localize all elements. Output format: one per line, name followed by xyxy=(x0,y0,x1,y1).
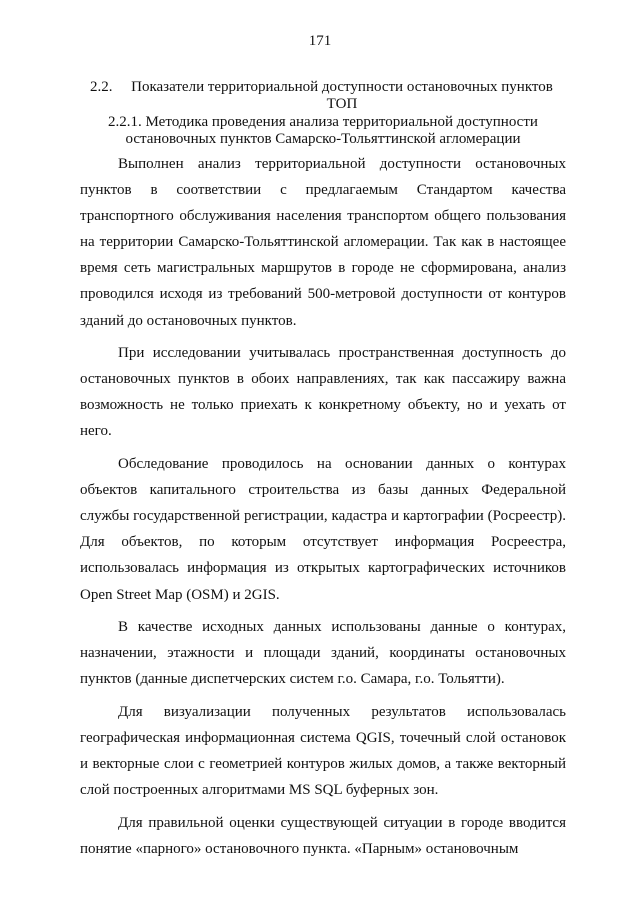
page-number: 171 xyxy=(308,33,332,49)
paragraph: Для визуализации полученных результатов использовалась географическая информационная система QGIS, точечный слой остановок и векторные слои с геометрией контуров жилых домов, а также векторный слой построенных алгоритмами MS SQL буферных зон. xyxy=(80,703,566,799)
paragraph: Выполнен анализ территориальной доступности остановочных пунктов в соответствии с предлагаемым Стандартом качества транспортного обслуживания населения транспортом общего пользования на территории Самарско-Тольяттинской агломерации. Так как в настоящее время сеть магистральных маршрутов в городе не сформирована, анализ проводился исходя из требований 500-метровой доступности от контуров зданий до остановочных пунктов. xyxy=(80,156,566,329)
paragraph: При исследовании учитывалась пространственная доступность до остановочных пунктов в обоих направлениях, так как пассажиру важна возможность не только приехать к конкретному объекту, но и уехать от него. xyxy=(80,345,566,440)
section-number: 2.2. xyxy=(90,79,113,95)
section-heading xyxy=(80,79,566,113)
paragraph: Обследование проводилось на основании данных о контурах объектов капитального строительства из базы данных Федеральной службы государственной регистрации, кадастра и картографии (Росреестр). Для объектов, по которым отсутствует информация Росреестра, использовалась информация из открытых картографических источников Open Street Map (OSM) и 2GIS. xyxy=(80,456,566,603)
paragraph: Для правильной оценки существующей ситуации в городе вводится понятие «парного» остановочного пункта. «Парным» остановочным xyxy=(80,814,566,857)
heading-block xyxy=(80,79,566,148)
section-title: Показатели территориальной доступности остановочных пунктов ТОП xyxy=(131,79,553,112)
subsection-heading: 2.2.1. Методика проведения анализа территориальной доступности остановочных пунктов Самарско-Тольяттинской агломерации xyxy=(108,114,538,147)
paragraph: В качестве исходных данных использованы данные о контурах, назначении, этажности и площади зданий, координаты остановочных пунктов (данные диспетчерских систем г.о. Самара, г.о. Тольятти). xyxy=(80,619,566,688)
body-text xyxy=(80,151,566,868)
